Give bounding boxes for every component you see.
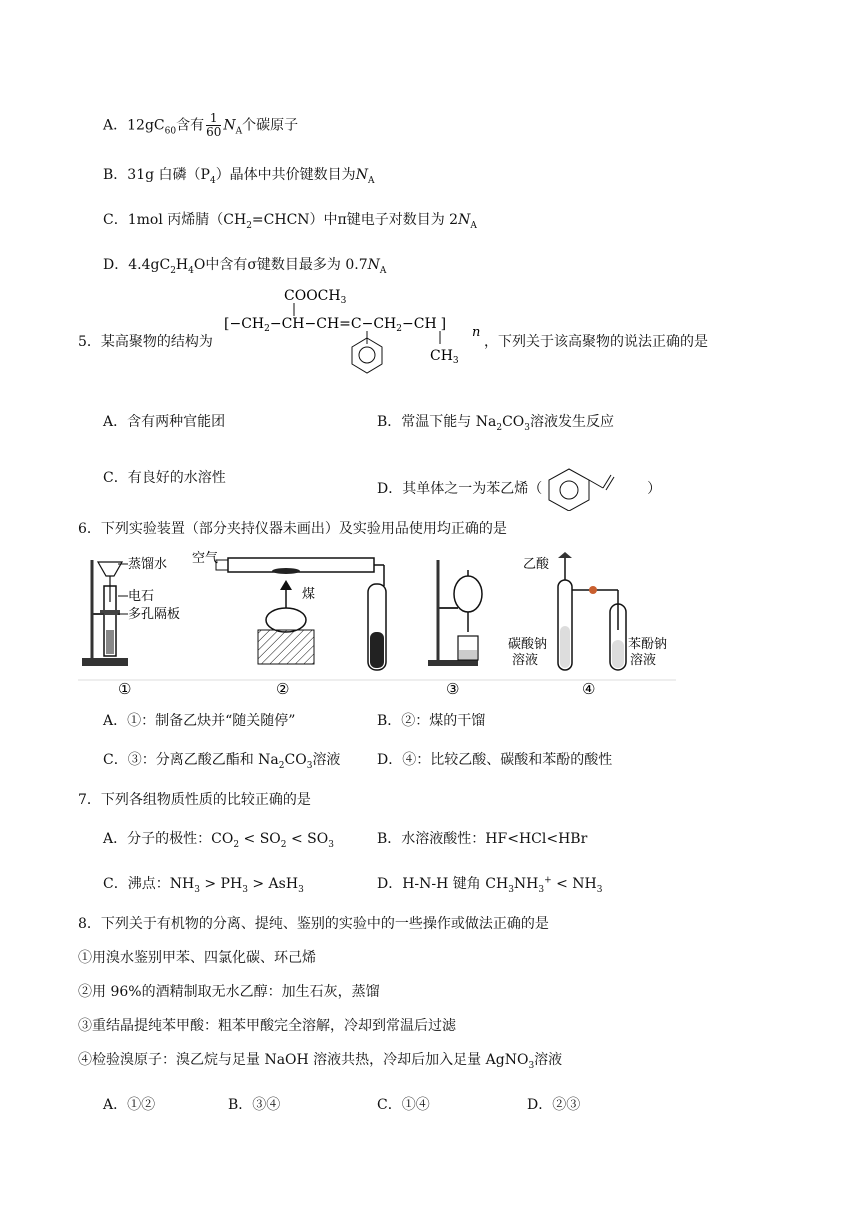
- q8-stem: 8．下列关于有机物的分离、提纯、鉴别的实验中的一些操作或做法正确的是: [78, 916, 549, 932]
- q6-option-c: C．③：分离乙酸乙酯和 $Na_2CO_3$溶液: [103, 752, 341, 771]
- figure-number-1: ①: [118, 680, 132, 696]
- figure-number-2: ②: [276, 680, 290, 696]
- polymer-n: n: [472, 325, 481, 340]
- q4-option-c: C．1mol 丙烯腈$(CH_2=CHCN)$中π键电子对数目为 $2N_A$: [103, 212, 477, 231]
- label-water: 蒸馏水: [128, 557, 168, 572]
- q8-option-a: A．①②: [103, 1097, 156, 1113]
- q8-statement-3: ③重结晶提纯苯甲酸：粗苯甲酸完全溶解，冷却到常温后过滤: [78, 1018, 456, 1034]
- q5-stem-end: ，下列关于该高聚物的说法正确的是: [484, 334, 708, 350]
- apparatus-1: [82, 560, 128, 666]
- q7-option-a: A．分子的极性：$CO_2 < SO_2 < SO_3$: [103, 831, 334, 850]
- apparatus-4: [558, 552, 626, 670]
- q7-option-c: C．沸点：$NH_3 > PH_3 > AsH_3$: [103, 876, 304, 895]
- polymer-main-chain: [$-CH_2-CH-CH=C-CH_2-CH$ ]: [224, 316, 447, 334]
- styrene-structure: [547, 467, 643, 511]
- q5-option-c: C．有良好的水溶性: [103, 470, 226, 486]
- q5-stem-start: 5．某高聚物的结构为: [78, 334, 213, 350]
- q5-option-d: D．其单体之一为苯乙烯（ ）: [377, 467, 661, 511]
- apparatus-2: [216, 558, 386, 670]
- label-solution-2: 溶液: [630, 653, 657, 668]
- q4-option-b: B．31g 白磷$(P_4)$晶体中共价键数目为$N_A$: [103, 167, 375, 186]
- polymer-structure: [222, 284, 490, 374]
- label-sodium-carbonate: 碳酸钠: [508, 637, 548, 652]
- q4-option-d: D．$4.4gC_2H_4O$中含有σ键数目最多为 $0.7N_A$: [103, 257, 387, 276]
- label-phenoxide: 苯酚钠: [628, 637, 668, 652]
- q6-option-a: A．①：制备乙炔并“随关随停”: [103, 713, 296, 729]
- label-solution-1: 溶液: [512, 653, 539, 668]
- q7-option-b: B．水溶液酸性：HF<HCl<HBr: [377, 831, 588, 847]
- q6-option-d: D．④：比较乙酸、碳酸和苯酚的酸性: [377, 752, 613, 768]
- label-calcium-carbide: 电石: [128, 589, 155, 604]
- q8-option-d: D．②③: [527, 1097, 581, 1113]
- label-coal: 煤: [302, 587, 316, 602]
- apparatus-3: [428, 560, 482, 666]
- q4-option-a: A．$12gC_{60}$含有 $\frac{1}{60}$ $N_A$个碳原子: [103, 111, 299, 139]
- q8-statement-1: ①用溴水鉴别甲苯、四氯化碳、环己烯: [78, 950, 316, 966]
- label-acetic-acid: 乙酸: [523, 557, 550, 572]
- label-porous-plate: 多孔隔板: [128, 607, 181, 622]
- apparatus-figure: [78, 550, 676, 696]
- fraction: $\frac{1}{60}$: [206, 111, 222, 139]
- polymer-ch3: $CH_3$: [430, 348, 459, 366]
- q6-option-b: B．②：煤的干馏: [377, 713, 486, 729]
- label-air: 空气: [192, 551, 219, 566]
- q8-statement-2: ②用 96%的酒精制取无水乙醇：加生石灰，蒸馏: [78, 984, 380, 1000]
- q8-option-b: B．③④: [228, 1097, 281, 1113]
- q5-option-a: A．含有两种官能团: [103, 414, 226, 430]
- polymer-cooch3: $COOCH_3$: [284, 288, 347, 306]
- q7-option-d: D．H-N-H 键角 $CH_3NH_3^+ < NH_3$: [377, 875, 603, 895]
- figure-number-4: ④: [582, 680, 596, 696]
- q7-stem: 7．下列各组物质性质的比较正确的是: [78, 792, 311, 808]
- q8-option-c: C．①④: [377, 1097, 430, 1113]
- q6-stem: 6．下列实验装置（部分夹持仪器未画出）及实验用品使用均正确的是: [78, 521, 507, 537]
- figure-number-3: ③: [446, 680, 460, 696]
- q5-option-b: B．常温下能与 $Na_2CO_3$溶液发生反应: [377, 414, 615, 433]
- q8-statement-4: ④检验溴原子：溴乙烷与足量 NaOH 溶液共热，冷却后加入足量 AgNO$_3$溶液: [78, 1052, 563, 1071]
